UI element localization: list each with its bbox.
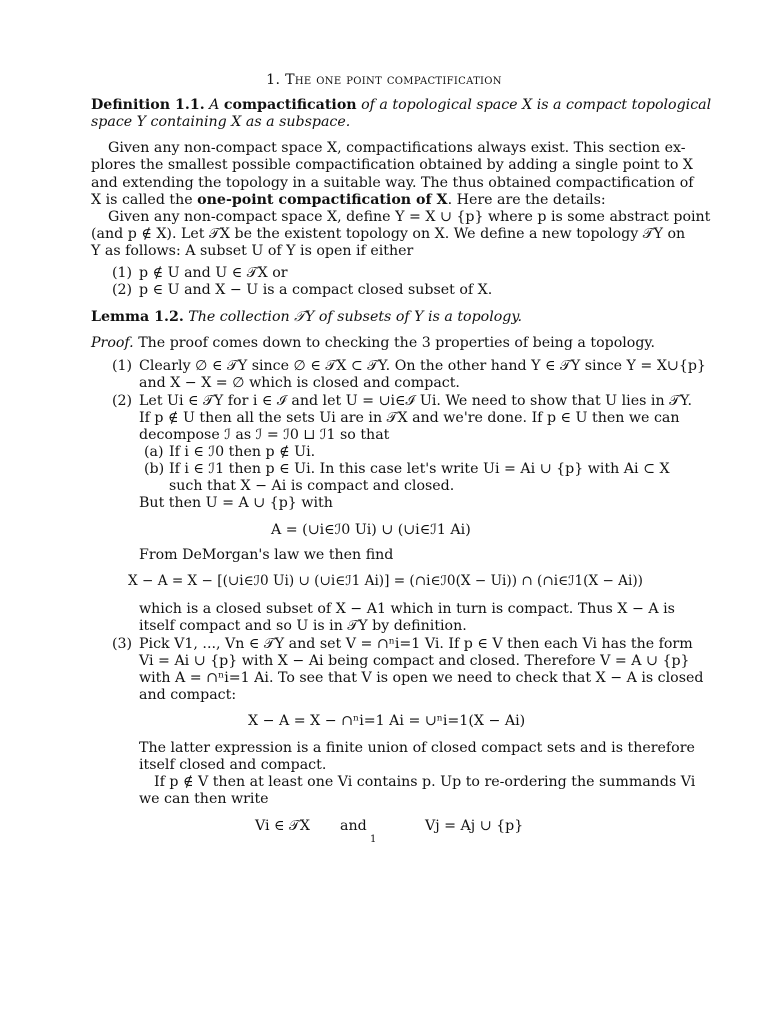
- setup-line: Y as follows: A subset U of Y is open if either: [91, 243, 414, 259]
- proof-text: The proof comes down to checking the 3 properties of being a topology.: [138, 335, 656, 351]
- definition-label: Definition 1.1.: [91, 97, 205, 113]
- lemma-text: The collection 𝒯Y of subsets of Y is a topology.: [188, 309, 522, 325]
- item-number: (2): [112, 393, 133, 409]
- proof-item-2-line: decompose ℐ as ℐ = ℐ0 ⊔ ℐ1 so that: [139, 427, 390, 443]
- equation-1: A = (∪i∈ℐ0 Ui) ∪ (∪i∈ℐ1 Ai): [271, 522, 471, 538]
- proof-text: But then U = A ∪ {p} with: [139, 495, 333, 511]
- equation-2: X − A = X − [(∪i∈ℐ0 Ui) ∪ (∪i∈ℐ1 Ai)] = (∩i∈ℐ0(X − Ui)) ∩ (∩i∈ℐ1(X − Ai)): [128, 573, 643, 589]
- proof-text: The latter expression is a finite union of closed compact sets and is therefore: [139, 740, 695, 756]
- definition-line-1: [91, 98, 711, 112]
- page-number: 1: [370, 834, 377, 845]
- item-number: (1): [112, 358, 133, 374]
- intro-line: [91, 193, 606, 207]
- condition-number: (1): [112, 265, 133, 281]
- sub-item-b-line: such that X − Ai is compact and closed.: [169, 478, 455, 494]
- proof-item-1-line: and X − X = ∅ which is closed and compact.: [139, 375, 460, 391]
- proof-text: itself compact and so U is in 𝒯Y by definition.: [139, 618, 467, 634]
- proof-item-3-line: with A = ∩ⁿi=1 Ai. To see that V is open we need to check that X − A is closed: [139, 670, 704, 686]
- proof-text: If p ∉ V then at least one Vi contains p. Up to re-ordering the summands Vi: [154, 774, 696, 790]
- intro-text: X is called the: [91, 192, 193, 208]
- proof-text: we can then write: [139, 791, 269, 807]
- definition-text: of a topological space X is a compact topological: [361, 97, 712, 113]
- sub-item-b-line: If i ∈ ℐ1 then p ∈ Ui. In this case let's write Ui = Ai ∪ {p} with Ai ⊂ X: [169, 461, 670, 477]
- definition-term: compactification: [223, 97, 357, 113]
- proof-text: From DeMorgan's law we then find: [139, 547, 394, 563]
- condition-text: p ∉ U and U ∈ 𝒯X or: [139, 265, 288, 281]
- equation-4-right: Vj = Aj ∪ {p}: [425, 818, 524, 834]
- proof-item-3-line: Vi = Ai ∪ {p} with X − Ai being compact and closed. Therefore V = A ∪ {p}: [139, 653, 690, 669]
- intro-line: plores the smallest possible compactification obtained by adding a single point to X: [91, 157, 693, 173]
- setup-line: (and p ∉ X). Let 𝒯X be the existent topology on X. We define a new topology 𝒯Y on: [91, 226, 686, 242]
- intro-line: and extending the topology in a suitable way. The thus obtained compactification of: [91, 175, 694, 191]
- proof-item-3-line: and compact:: [139, 687, 237, 703]
- equation-4-and: and: [340, 818, 367, 834]
- condition-number: (2): [112, 282, 133, 298]
- intro-line: Given any non-compact space X, compactifications always exist. This section ex-: [108, 140, 686, 156]
- equation-4-left: Vi ∈ 𝒯X: [255, 818, 311, 834]
- sub-item-a: If i ∈ ℐ0 then p ∉ Ui.: [169, 444, 316, 460]
- equation-3: X − A = X − ∩ⁿi=1 Ai = ∪ⁿi=1(X − Ai): [248, 713, 526, 729]
- definition-line-2: space Y containing X as a subspace.: [91, 114, 351, 130]
- proof-text: which is a closed subset of X − A1 which in turn is compact. Thus X − A is: [139, 601, 675, 617]
- section-title: 1. The one point compactification: [266, 72, 502, 88]
- proof-item-1-line: Clearly ∅ ∈ 𝒯Y since ∅ ∈ 𝒯X ⊂ 𝒯Y. On the other hand Y ∈ 𝒯Y since Y = X∪{p}: [139, 358, 706, 374]
- proof-text: itself closed and compact.: [139, 757, 327, 773]
- proof-item-3-line: Pick V1, ..., Vn ∈ 𝒯Y and set V = ∩ⁿi=1 Vi. If p ∈ V then each Vi has the form: [139, 636, 693, 652]
- sub-item-label: (a): [144, 444, 164, 460]
- item-number: (3): [112, 636, 133, 652]
- sub-item-label: (b): [144, 461, 165, 477]
- setup-line: Given any non-compact space X, define Y = X ∪ {p} where p is some abstract point: [108, 209, 711, 225]
- proof-item-2-line: Let Ui ∈ 𝒯Y for i ∈ ℐ and let U = ∪i∈ℐ Ui. We need to show that U lies in 𝒯Y.: [139, 393, 693, 409]
- proof-item-2-line: If p ∉ U then all the sets Ui are in 𝒯X and we're done. If p ∈ U then we can: [139, 410, 680, 426]
- lemma: [91, 310, 522, 324]
- lemma-label: Lemma 1.2.: [91, 309, 184, 325]
- proof-label: Proof.: [91, 335, 134, 351]
- intro-term: one-point compactification of X: [197, 192, 448, 208]
- condition-text: p ∈ U and X − U is a compact closed subset of X.: [139, 282, 493, 298]
- intro-text: . Here are the details:: [447, 192, 606, 208]
- definition-text: A: [209, 97, 220, 113]
- proof-intro: [91, 336, 655, 350]
